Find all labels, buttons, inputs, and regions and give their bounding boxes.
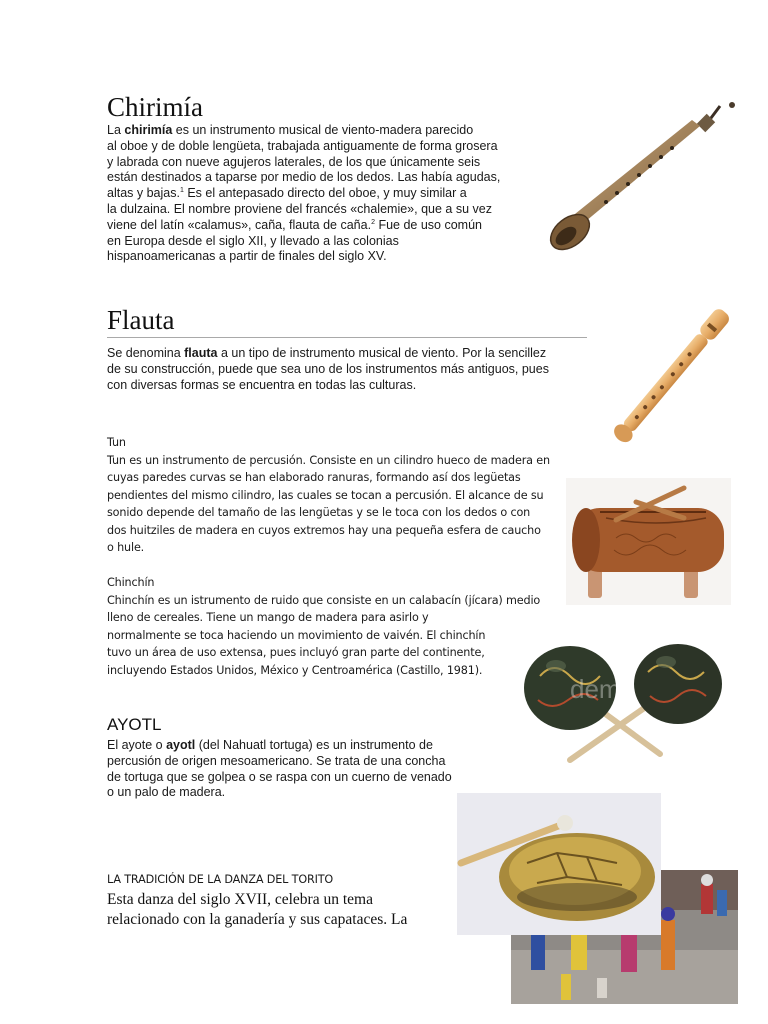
- chinchin-paragraph: Chinchín es un istrumento de ruido que consiste en un calabacín (jícara) medio lleno de cereales. Tiene un mango de madera para asirlo y normalmente se toca haciendo un movimiento de vaivén. El chinchín tuvo un área de uso extensa, pues incluyó gran parte del continente, incluyendo Estados Unidos, México y Centroamérica (Castillo, 1981).: [107, 594, 541, 677]
- image-watermark: demo: [570, 674, 636, 704]
- flauta-heading: Flauta: [107, 305, 175, 335]
- ayotl-bold-term: ayotl: [166, 738, 196, 752]
- chirimia-image: [540, 98, 740, 258]
- maracas-image: [510, 622, 735, 772]
- torito-heading: LA TRADICIÓN DE LA DANZA DEL TORITO: [107, 873, 334, 886]
- torito-paragraph: Esta danza del siglo XVII, celebra un tema relacionado con la ganadería y sus capataces. La: [107, 891, 408, 928]
- tun-paragraph: Tun es un instrumento de percusión. Consiste en un cilindro hueco de madera en cuyas paredes curvas se han elaborado ranuras, formando así dos legüetas pendientes del mismo cilindro, las cuales se tocan a percusión. El alcance de su sonido depende del tamaño de las lengüetas y se le toca con los dedos o con dos huitziles de madera en cuyos extremos hay una pequeña esfera de caucho o hule.: [107, 454, 550, 555]
- turtle-shell-image: [457, 793, 661, 935]
- heading-divider: [107, 337, 587, 338]
- chirimia-paragraph: La chirimía es un instrumento musical de viento-madera parecido al oboe y de doble lengüeta, trabajada antiguamente de forma grosera y labrada con nueve agujeros laterales, de los que únicamente seis están destinados a taparse por medio de los dedos. Las había agudas, altas y bajas.$^1$ Es el antepasado directo del oboe, y muy similar a la dulzaina. El nombre proviene del francés «chalemie», que a su vez viene del latín «calamus», caña, flauta de caña.$^2$ Fue de uso común en Europa desde el siglo XII, y llevado a las colonias hispanoamericanas a partir de finales del siglo XV.: [107, 123, 501, 264]
- flauta-bold-term: flauta: [184, 346, 218, 360]
- flauta-paragraph: Se denomina flauta a un tipo de instrumento musical de viento. Por la sencillez de su construcción, puede que sea uno de los instrumentos más antiguos, pues con diversas formas se encuentra en todas las culturas.: [107, 346, 549, 392]
- tun-drum-image: [566, 478, 731, 605]
- ayotl-heading: AYOTL: [107, 715, 162, 734]
- chirimia-bold-term: chirimía: [124, 123, 173, 137]
- tun-heading: Tun: [107, 436, 126, 449]
- chirimia-heading: Chirimía: [107, 92, 203, 122]
- recorder-flute-image: [585, 300, 745, 465]
- footnote-ref-1[interactable]: 1: [179, 187, 184, 195]
- footnote-ref-2[interactable]: 2: [371, 218, 375, 226]
- chinchin-heading: Chinchín: [107, 576, 155, 589]
- ayotl-paragraph: El ayote o ayotl (del Nahuatl tortuga) es un instrumento de percusión de origen mesoamericano. Se trata de una concha de tortuga que se golpea o se raspa con un cuerno de venado o un palo de madera.: [107, 738, 452, 800]
